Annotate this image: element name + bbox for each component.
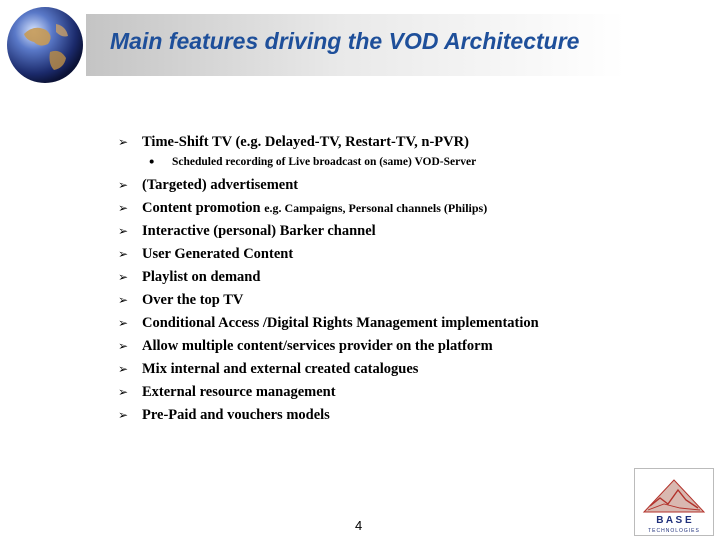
list-item-text: User Generated Content bbox=[142, 246, 294, 262]
list-item-text: Mix internal and external created catalogues bbox=[142, 361, 419, 377]
list-item bbox=[118, 337, 539, 360]
arrow-bullet-icon: ➢ bbox=[118, 293, 129, 307]
logo-letters: B A S E bbox=[656, 515, 692, 526]
list-item-text: Conditional Access /Digital Rights Management implementation bbox=[142, 315, 539, 331]
list-item-text: Allow multiple content/services provider on the platform bbox=[142, 338, 493, 354]
list-item-text: Over the top TV bbox=[142, 292, 244, 308]
list-item-text: Content promotion bbox=[142, 200, 265, 216]
slide-title: Main features driving the VOD Architecture bbox=[110, 28, 580, 54]
arrow-bullet-icon: ➢ bbox=[118, 408, 129, 422]
list-item bbox=[118, 383, 539, 406]
arrow-bullet-icon: ➢ bbox=[118, 247, 129, 261]
list-item bbox=[118, 268, 539, 291]
arrow-bullet-icon: ➢ bbox=[118, 224, 129, 238]
arrow-bullet-icon: ➢ bbox=[118, 385, 129, 399]
list-item-text: External resource management bbox=[142, 384, 336, 400]
list-item-text: Playlist on demand bbox=[142, 269, 261, 285]
arrow-bullet-icon: ➢ bbox=[118, 201, 129, 215]
list-item bbox=[118, 314, 539, 337]
list-item bbox=[118, 133, 539, 156]
arrow-bullet-icon: ➢ bbox=[118, 362, 129, 376]
list-item-note: e.g. Campaigns, Personal channels (Philips) bbox=[264, 201, 488, 215]
list-item bbox=[118, 176, 539, 199]
arrow-bullet-icon: ➢ bbox=[118, 178, 129, 192]
list-item-text: (Targeted) advertisement bbox=[142, 177, 299, 193]
list-item-text: Interactive (personal) Barker channel bbox=[142, 223, 376, 239]
sub-list-item bbox=[118, 154, 539, 176]
dot-bullet-icon: • bbox=[148, 155, 156, 169]
list-item bbox=[118, 406, 539, 429]
list-item-text: Time-Shift TV (e.g. Delayed-TV, Restart-TV, n-PVR) bbox=[142, 134, 469, 150]
arrow-bullet-icon: ➢ bbox=[118, 339, 129, 353]
globe-icon bbox=[4, 4, 86, 86]
logo-tagline: TECHNOLOGIES bbox=[648, 528, 700, 534]
arrow-bullet-icon: ➢ bbox=[118, 135, 129, 149]
arrow-bullet-icon: ➢ bbox=[118, 316, 129, 330]
list-item bbox=[118, 199, 539, 222]
list-item-text: Pre-Paid and vouchers models bbox=[142, 407, 330, 423]
list-item bbox=[118, 222, 539, 245]
list-item bbox=[118, 360, 539, 383]
base-technologies-logo bbox=[634, 468, 714, 536]
arrow-bullet-icon: ➢ bbox=[118, 270, 129, 284]
page-number: 4 bbox=[355, 518, 363, 533]
list-item bbox=[118, 245, 539, 268]
feature-list bbox=[118, 133, 539, 429]
sub-list-item-text: Scheduled recording of Live broadcast on (same) VOD-Server bbox=[172, 156, 477, 168]
list-item bbox=[118, 291, 539, 314]
